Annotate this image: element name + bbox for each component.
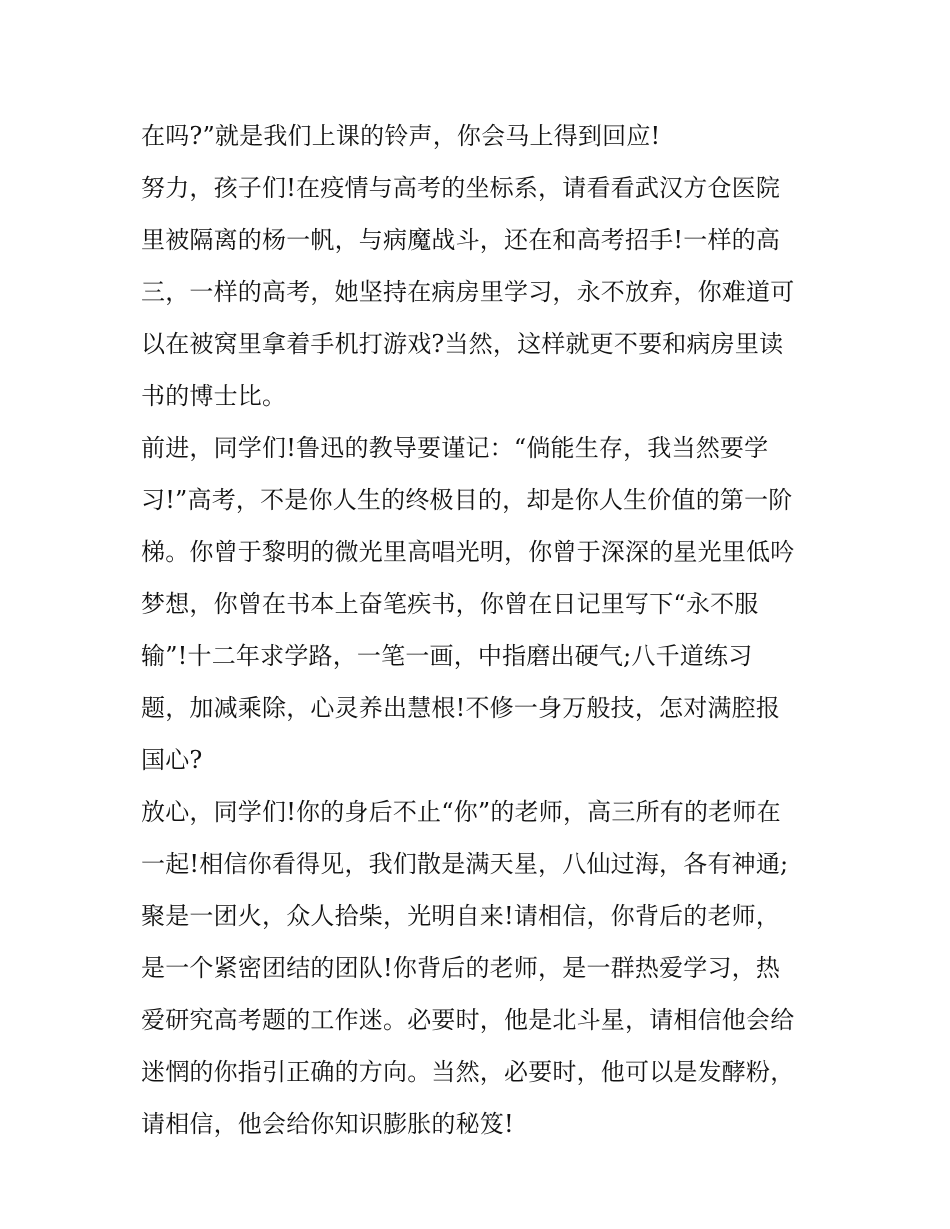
text-line: 以在被窝里拿着手机打游戏?当然，这样就更不要和病房里读 — [141, 330, 784, 358]
text-line: 努力，孩子们!在疫情与高考的坐标系，请看看武汉方仓医院 — [141, 174, 781, 202]
text-line: 梯。你曾于黎明的微光里高唱光明，你曾于深深的星光里低吟 — [141, 538, 795, 566]
text-line: 聚是一团火，众人拾柴，光明自来!请相信，你背后的老师， — [141, 902, 781, 930]
text-line: 爱研究高考题的工作迷。必要时，他是北斗星，请相信他会给 — [141, 1006, 795, 1034]
text-line: 习!”高考，不是你人生的终极目的，却是你人生价值的第一阶 — [141, 486, 793, 514]
text-line: 前进，同学们!鲁迅的教导要谨记：“倘能生存，我当然要学 — [141, 434, 769, 462]
text-line: 请相信，他会给你知识膨胀的秘笈! — [141, 1110, 514, 1138]
text-line: 书的博士比。 — [141, 382, 287, 410]
text-line: 一起!相信你看得见，我们散是满天星，八仙过海，各有神通; — [141, 850, 789, 878]
text-line: 国心? — [141, 746, 203, 774]
text-line: 在吗?”就是我们上课的铃声，你会马上得到回应! — [141, 122, 661, 150]
text-line: 题，加减乘除，心灵养出慧根!不修一身万般技，怎对满腔报 — [141, 694, 781, 722]
text-line: 三，一样的高考，她坚持在病房里学习，永不放弃，你难道可 — [141, 278, 795, 306]
text-line: 里被隔离的杨一帆，与病魔战斗，还在和高考招手!一样的高 — [141, 226, 781, 254]
text-line: 输”!十二年求学路，一笔一画，中指磨出硬气;八千道练习 — [141, 642, 753, 670]
text-line: 是一个紧密团结的团队!你背后的老师，是一群热爱学习，热 — [141, 954, 781, 982]
document-body-text — [141, 110, 831, 1150]
text-line: 迷惘的你指引正确的方向。当然，必要时，他可以是发酵粉， — [141, 1058, 795, 1086]
text-line: 梦想，你曾在书本上奋笔疾书，你曾在日记里写下“永不服 — [141, 590, 759, 618]
text-line: 放心，同学们!你的身后不止“你”的老师，高三所有的老师在 — [141, 798, 781, 826]
